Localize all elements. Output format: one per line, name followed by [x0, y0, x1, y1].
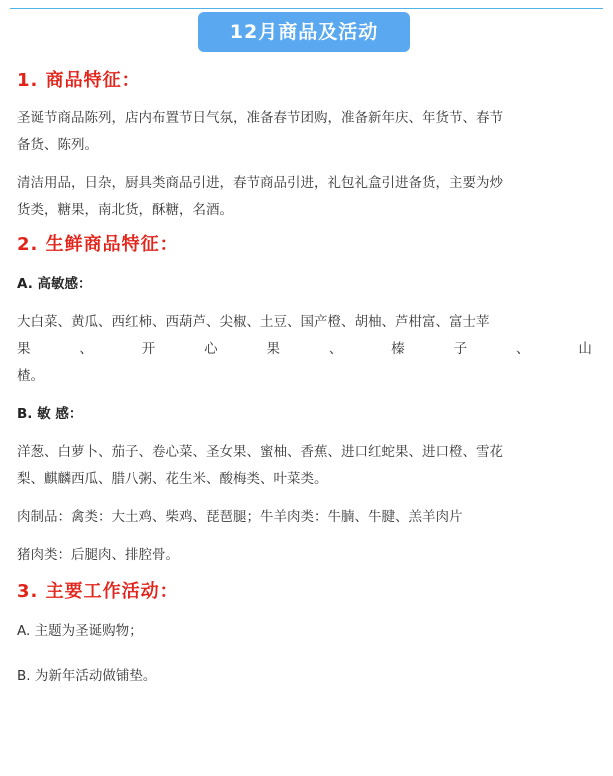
paragraph-meat: 肉制品：禽类：大土鸡、柴鸡、琵琶腿；牛羊肉类：牛腩、牛腱、羔羊肉片: [17, 509, 463, 525]
spread-token: 心: [204, 341, 218, 357]
section-heading-1: 1. 商品特征：: [17, 70, 141, 91]
section-main-activities: [17, 577, 592, 690]
section-heading-2: 2. 生鲜商品特征：: [17, 234, 179, 255]
spread-paragraph-line: [17, 336, 592, 363]
paragraph-pork: 猪肉类：后腿肉、排腔骨。: [17, 547, 179, 563]
paragraph-line: 货类，糖果，南北货，酥糖，名酒。: [17, 202, 233, 218]
paragraph-line: 洋葱、白萝卜、茄子、卷心菜、圣女果、蜜柚、香蕉、进口红蛇果、进口橙、雪花: [17, 444, 503, 460]
spread-token: 子: [453, 341, 468, 357]
top-divider: [10, 8, 603, 9]
paragraph-line: 清洁用品，日杂，厨具类商品引进，春节商品引进，礼包礼盒引进备货，主要为炒: [17, 175, 503, 191]
activity-item: A. 主题为圣诞购物；: [17, 623, 143, 639]
paragraph-line: 备货、陈列。: [17, 137, 98, 153]
spread-token: 、: [79, 341, 93, 357]
paragraph-line: 楂。: [17, 368, 44, 384]
spread-token: 果: [17, 341, 31, 357]
section-heading-3: 3. 主要工作活动：: [17, 581, 179, 602]
activity-item: B. 为新年活动做铺垫。: [17, 668, 157, 684]
paragraph-line: 大白菜、黄瓜、西红柿、西葫芦、尖椒、土豆、国产橙、胡柚、芦柑富、富士苹: [17, 314, 490, 330]
paragraph-line: 梨、麒麟西瓜、腊八粥、花生米、酸梅类、叶菜类。: [17, 471, 328, 487]
paragraph-line: 圣诞节商品陈列，店内布置节日气氛，准备春节团购，准备新年庆、年货节、春节: [17, 110, 503, 126]
spread-token: 开: [141, 341, 156, 357]
section-product-features: [17, 66, 592, 224]
spread-token: 榛: [391, 341, 405, 357]
page-title: 12月商品及活动: [198, 12, 410, 52]
section-fresh-features: [17, 230, 592, 569]
spread-token: 、: [516, 341, 530, 357]
spread-token: 山: [578, 341, 592, 357]
article-body: [17, 66, 592, 690]
spread-token: 、: [328, 341, 343, 357]
spread-token: 果: [266, 341, 280, 357]
sub-heading-sensitivity: B. 敏 感：: [17, 406, 83, 422]
sub-heading-high-sensitivity: A. 高敏感：: [17, 276, 92, 292]
